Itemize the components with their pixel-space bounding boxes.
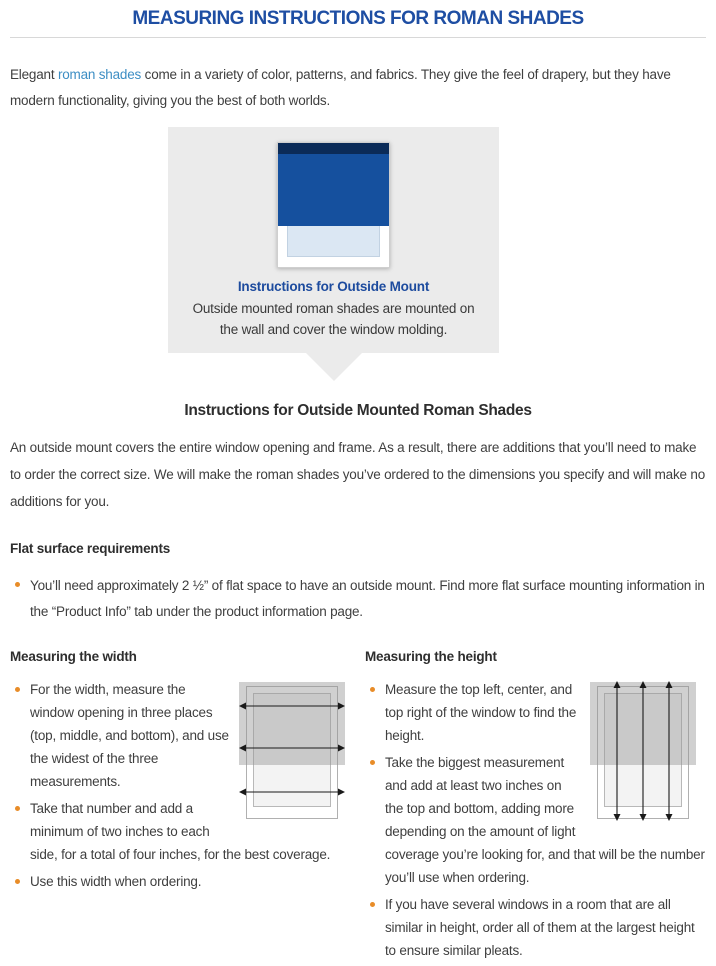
flat-surface-list (10, 573, 706, 625)
callout-caption: Instructions for Outside Mount (237, 279, 430, 294)
shade-headrail (278, 143, 389, 154)
list-item: If you have several windows in a room that are all similar in height, order all of them at the largest height to ensure similar pleats. (365, 893, 706, 962)
flat-surface-heading: Flat surface requirements (10, 541, 171, 556)
list-item: Measure the top left, center, and top right of the window to find the height. (365, 678, 706, 747)
measuring-height-heading: Measuring the height (365, 649, 497, 664)
list-item: You’ll need approximately 2 ½” of flat space to have an outside mount. Find more flat surface mounting information in the “Product Info” tab under the product information page. (10, 573, 706, 625)
measuring-columns (10, 649, 706, 966)
measuring-width-list (10, 678, 365, 893)
measuring-height-list (365, 678, 706, 962)
outside-mount-shade-image (277, 142, 390, 268)
callout-description: Outside mounted roman shades are mounted on the wall and cover the window molding. (192, 301, 475, 337)
window-frame (278, 226, 389, 267)
section-paragraph: An outside mount covers the entire window opening and frame. As a result, there are additions that you’ll need to make to order the correct size. We will make the roman shades you’ve ordered to the dimensions you specify and will make no additions for you. (10, 440, 705, 509)
outside-mount-callout (168, 127, 499, 381)
intro-text-prefix: Elegant (10, 67, 58, 82)
page (0, 8, 716, 966)
intro-paragraph (10, 62, 706, 114)
window-pane (287, 226, 380, 257)
list-item: For the width, measure the window opening in three places (top, middle, and bottom), and use the widest of the three measurements. (10, 678, 365, 793)
callout-box (168, 127, 499, 353)
roman-shades-link[interactable]: roman shades (57, 67, 142, 82)
measuring-height-column (365, 649, 706, 966)
measuring-width-heading: Measuring the width (10, 649, 137, 664)
callout-pointer-arrow-icon (306, 353, 362, 381)
shade-fabric (278, 154, 389, 226)
section-heading: Instructions for Outside Mounted Roman Shades (184, 402, 532, 419)
list-item: Use this width when ordering. (10, 870, 365, 893)
list-item: Take that number and add a minimum of two inches to each side, for a total of four inches, for the best coverage. (10, 797, 365, 866)
page-title: MEASURING INSTRUCTIONS FOR ROMAN SHADES (10, 8, 706, 38)
intro-text-suffix: come in a variety of color, patterns, and fabrics. They give the feel of drapery, but they have modern functionality, giving you the best of both worlds. (10, 67, 671, 108)
measuring-width-column (10, 649, 365, 966)
list-item: Take the biggest measurement and add at least two inches on the top and bottom, adding more depending on the amount of light coverage you’re looking for, and that will be the number you’ll use when ordering. (365, 751, 706, 889)
